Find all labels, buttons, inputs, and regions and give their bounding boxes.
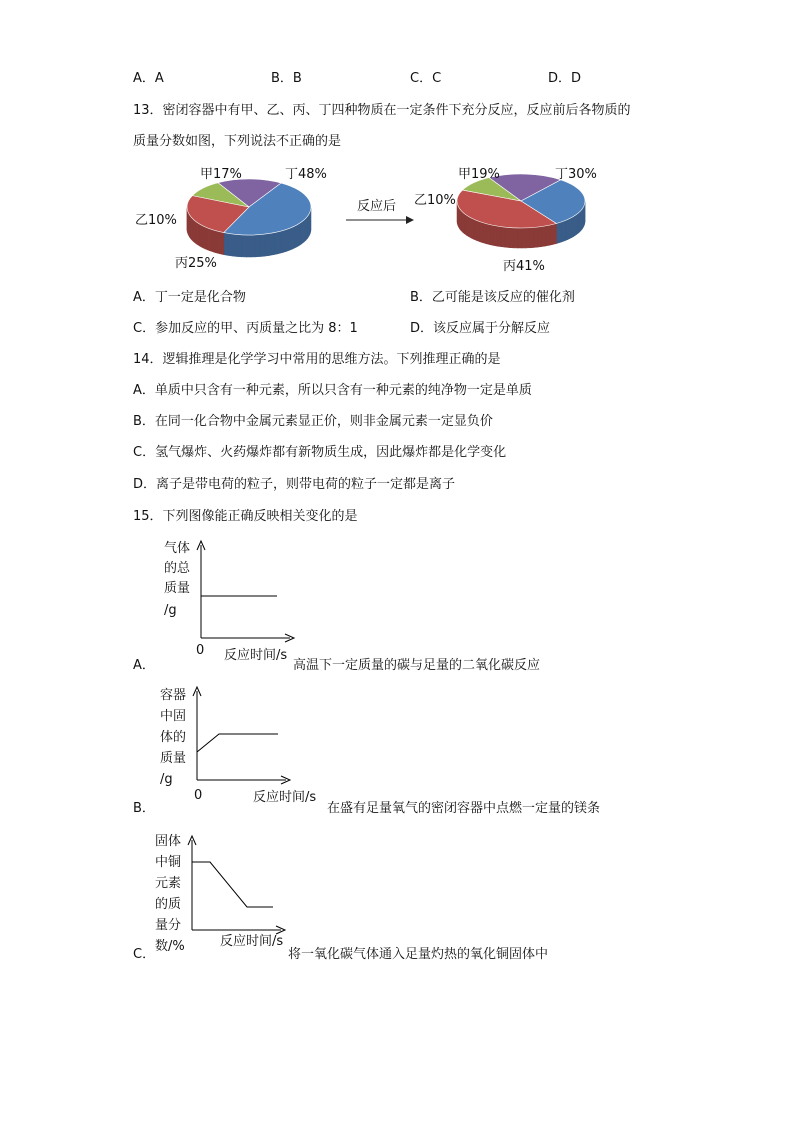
pie-before-side-2 [215,230,217,253]
pie-before-side-2 [213,230,215,253]
pie-before-side-1 [233,234,238,256]
pie-after-side-2 [471,218,474,239]
pie-after-side-2 [497,226,501,247]
graph-c-axes [181,832,301,942]
graph-a-origin: 0 [196,643,205,658]
pie-after-side-2 [505,227,509,247]
pie-after-side-2 [501,227,505,247]
q14-option-c: C．氢气爆炸、火药爆炸都有新物质生成，因此爆炸都是化学变化 [133,445,507,460]
pie-before-side-1 [224,233,228,256]
pie-before-side-1 [260,234,265,256]
q14-option-d: D．离子是带电荷的粒子，则带电荷的粒子一定都是离子 [133,477,456,492]
q12-option-a: A．A [133,71,164,86]
graph-a-ylabel-3: 质量 [164,581,191,596]
pie-after-side-2 [538,227,542,248]
pie-before-label-bing: 丙25% [175,256,217,271]
pie-before-side-1 [296,224,299,248]
pie-after-side-2 [490,225,494,246]
pie-after-side-2 [466,215,468,236]
pie-after-side-2 [530,227,534,247]
pie-before-side-1 [269,233,273,256]
pie-before-side-1 [274,232,278,255]
graph-a-letter: A． [133,658,155,673]
pie-before-side-1 [228,233,232,256]
pie-after-side-2 [534,227,538,247]
pie-after-side-2 [486,224,490,245]
pie-before-side-2 [217,231,219,254]
q15-stem: 15．下列图像能正确反映相关变化的是 [133,509,358,524]
graph-c-ylabel-4: 的质 [155,897,182,912]
graph-c-ylabel-5: 量分 [155,918,182,933]
pie-after-side-2 [494,225,498,246]
q13-option-d: D．该反应属于分解反应 [410,321,551,336]
pie-after-side-1 [568,218,570,239]
pie-before-side-1 [290,227,293,250]
pie-before-side-2 [222,232,224,254]
graph-c-xlabel: 反应时间/s [220,934,284,949]
graph-c-letter: C． [133,947,156,962]
graph-b-xlabel: 反应时间/s [253,790,317,805]
pie-after-label-jia: 甲19% [458,167,500,182]
q12-option-b: B．B [271,71,302,86]
pie-chart-after [457,174,585,248]
graph-a-xlabel: 反应时间/s [224,648,288,663]
q14-option-b: B．在同一化合物中金属元素显正价，则非金属元素一定显负价 [133,414,493,429]
pie-before-label-jia: 甲17% [200,167,242,182]
pie-after-side-2 [526,228,530,248]
q14-stem: 14．逻辑推理是化学学习中常用的思维方法。下列推理正确的是 [133,352,501,367]
q12-options [0,67,794,87]
graph-c-caption: 将一氧化碳气体通入足量灼热的氧化铜固体中 [288,947,549,962]
pie-after-side-2 [474,219,477,240]
q12-option-c: C．C [410,71,442,86]
graph-b-ylabel-2: 中固 [160,709,187,724]
pie-before-side-1 [278,231,282,254]
graph-b-origin: 0 [194,788,203,803]
pie-chart-before [187,179,311,257]
graph-a-ylabel-4: /g [164,603,177,618]
pie-before-side-1 [302,220,304,244]
graph-c-curve [192,862,273,907]
pie-after-side-2 [464,214,466,236]
pie-before-side-1 [299,222,302,246]
graph-b-letter: B． [133,801,155,816]
graph-a-axes [190,537,310,657]
pie-before-side-1 [265,233,269,256]
q13-stem-line2: 质量分数如图，下列说法不正确的是 [133,134,342,149]
graph-b-curve [197,734,278,752]
graph-b-axes [186,683,306,803]
graph-b-ylabel-5: /g [160,772,173,787]
pie-after-side-2 [480,222,483,243]
pie-before-side-1 [242,235,247,257]
graph-b-ylabel-3: 体的 [160,730,187,745]
pie-before-side-1 [304,218,306,242]
pie-after-side-1 [561,221,563,242]
pie-after-side-2 [542,226,546,247]
graph-b-ylabel-1: 容器 [160,688,187,703]
pie-after-side-1 [556,223,558,244]
q13-option-a: A．丁一定是化合物 [133,290,246,305]
q13-pie-figure [0,160,794,290]
pie-after-label-ding: 丁30% [555,167,597,182]
pie-after-side-2 [469,217,471,238]
pie-after-side-1 [559,222,561,243]
q13-option-c: C．参加反应的甲、丙质量之比为 8：1 [133,321,358,336]
pie-before-side-1 [256,235,261,257]
graph-c-ylabel-2: 中铜 [155,855,182,870]
pie-after-side-2 [483,223,486,244]
pie-after-side-2 [521,228,525,248]
pie-before-side-1 [251,235,256,257]
pie-before-label-yi: 乙10% [135,213,177,228]
pie-before-side-1 [237,234,242,256]
graph-c-ylabel-3: 元素 [155,876,182,891]
q13-option-b: B．乙可能是该反应的催化剂 [410,290,575,305]
pie-before-side-1 [293,225,296,249]
arrow-label: 反应后 [357,199,397,214]
pie-after-side-1 [564,220,566,241]
pie-after-side-2 [477,220,480,241]
pie-before-side-1 [286,228,290,251]
q14-option-a: A．单质中只含有一种元素，所以只含有一种元素的纯净物一定是单质 [133,383,532,398]
pie-after-side-2 [546,225,550,246]
q12-option-d: D．D [548,71,582,86]
pie-before-side-1 [282,230,286,253]
graph-a-caption: 高温下一定质量的碳与足量的二氧化碳反应 [293,658,541,673]
graph-a-ylabel-1: 气体 [164,541,191,556]
graph-c-ylabel-6: 数/% [155,939,185,954]
pie-before-side-2 [219,232,221,255]
pie-after-side-1 [566,219,568,240]
q13-stem-line1: 13．密闭容器中有甲、乙、丙、丁四种物质在一定条件下充分反应，反应前后各物质的 [133,103,631,118]
pie-after-side-2 [513,228,517,248]
pie-after-side-2 [517,228,521,248]
graph-b-ylabel-4: 质量 [160,751,187,766]
pie-before-side-1 [246,235,251,257]
graph-c-ylabel-1: 固体 [155,834,182,849]
pie-after-side-2 [549,224,553,245]
graph-b-caption: 在盛有足量氧气的密闭容器中点燃一定量的镁条 [327,801,601,816]
pie-after-label-bing: 丙41% [503,259,545,274]
pie-after-side-2 [509,228,513,248]
pie-after-side-2 [553,223,557,244]
pie-after-label-yi: 乙10% [414,193,456,208]
pie-before-label-ding: 丁48% [285,167,327,182]
graph-a-ylabel-2: 的总 [164,561,191,576]
